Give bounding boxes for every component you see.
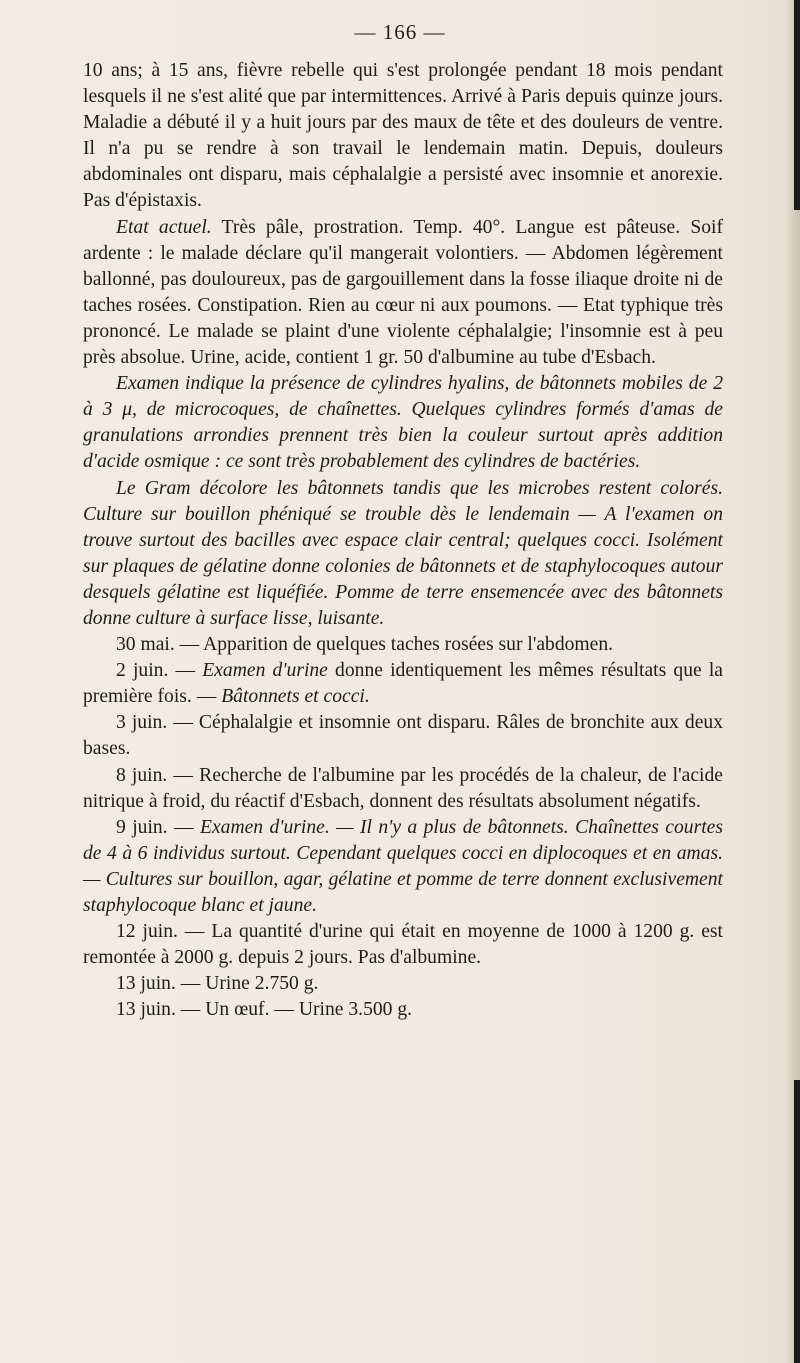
page-number-header: — 166 — (354, 20, 446, 44)
paragraph (83, 58, 723, 215)
paragraph (83, 815, 723, 919)
text-run: 13 juin. — Urine 2.750 g. (116, 973, 319, 995)
italic-text-run: Examen indique la présence de cylindres hyalins, de bâtonnets mobiles de 2 à 3 μ, de microcoques, de chaînettes. Quelques cylindres formés d'amas de granulations arrondies prennent très bien la couleur surtout après addition d'acide osmique : ce sont très probablement des cylindres de bactéries. (83, 373, 723, 473)
text-run: Très pâle, prostration. Temp. 40°. Langue est pâteuse. Soif ardente : le malade déclare qu'il mangerait volontiers. — Abdomen légèrement ballonné, pas douloureux, pas de gargouillement dans la fosse iliaque droite ni de taches rosées. Constipation. Rien au cœur ni aux poumons. — Etat typhique très prononcé. Le malade se plaint d'une violente céphalalgie; l'insomnie est à peu près absolue. Urine, acide, contient 1 gr. 50 d'albumine au tube d'Esbach. (83, 216, 723, 369)
paragraph (83, 632, 723, 658)
paragraph (83, 997, 723, 1023)
paragraph (83, 919, 723, 971)
paragraph (83, 658, 723, 710)
text-run: 13 juin. — Un œuf. — Urine 3.500 g. (116, 999, 413, 1021)
text-run: 30 mai. — Apparition de quelques taches rosées sur l'abdomen. (116, 634, 614, 656)
paragraph (83, 763, 723, 815)
body-text (83, 58, 723, 1023)
paragraph (83, 215, 723, 372)
italic-text-run: Le Gram décolore les bâtonnets tandis que les microbes restent colorés. Culture sur bouillon phéniqué se trouble dès le lendemain — A l'examen on trouve surtout des bacilles avec espace clair central; quelques cocci. Isolément sur plaques de gélatine donne colonies de bâtonnets et de staphylocoques autour desquels gélatine est liquéfiée. Pomme de terre ensemencée avec des bâtonnets donne culture à surface lisse, luisante. (83, 477, 723, 629)
text-run: 12 juin. — La quantité d'urine qui était en moyenne de 1000 à 1200 g. est remontée à 2000 g. depuis 2 jours. Pas d'albumine. (83, 921, 723, 969)
paragraph (83, 476, 723, 633)
text-run: 8 juin. — Recherche de l'albumine par les procédés de la chaleur, de l'acide nitrique à froid, du réactif d'Esbach, donnent des résultats absolument négatifs. (83, 764, 723, 812)
text-run: 2 juin. — (116, 660, 203, 682)
paragraph (83, 710, 723, 762)
text-run: 3 juin. — Céphalalgie et insomnie ont disparu. Râles de bronchite aux deux bases. (83, 712, 723, 760)
text-run: 10 ans; à 15 ans, fièvre rebelle qui s'est prolongée pendant 18 mois pendant lesquels il ne s'est alité que par intermittences. Arrivé à Paris depuis quinze jours. Maladie a débuté il y a huit jours par des maux de tête et des douleurs de ventre. Il n'a pu se rendre à son travail le lendemain matin. Depuis, douleurs abdominales ont disparu, mais céphalalgie a persisté avec insomnie et anorexie. Pas d'épistaxis. (83, 60, 723, 212)
italic-text-run: Etat actuel. (116, 216, 212, 238)
text-run: 9 juin. — (116, 816, 200, 838)
binding-strip (794, 1080, 800, 1363)
italic-text-run: Bâtonnets et cocci. (221, 686, 370, 708)
italic-text-run: Examen d'urine (202, 660, 328, 682)
paragraph (83, 971, 723, 997)
text-run: donne identiquement les mêmes résultats que la première fois. — (83, 660, 723, 708)
paragraph (83, 371, 723, 475)
italic-text-run: Examen d'urine. — Il n'y a plus de bâtonnets. Chaînettes courtes de 4 à 6 individus surtout. Cependant quelques cocci en diplocoques et en amas. — Cultures sur bouillon, agar, gélatine et pomme de terre donnent exclusivement staphylocoque blanc et jaune. (83, 816, 723, 916)
